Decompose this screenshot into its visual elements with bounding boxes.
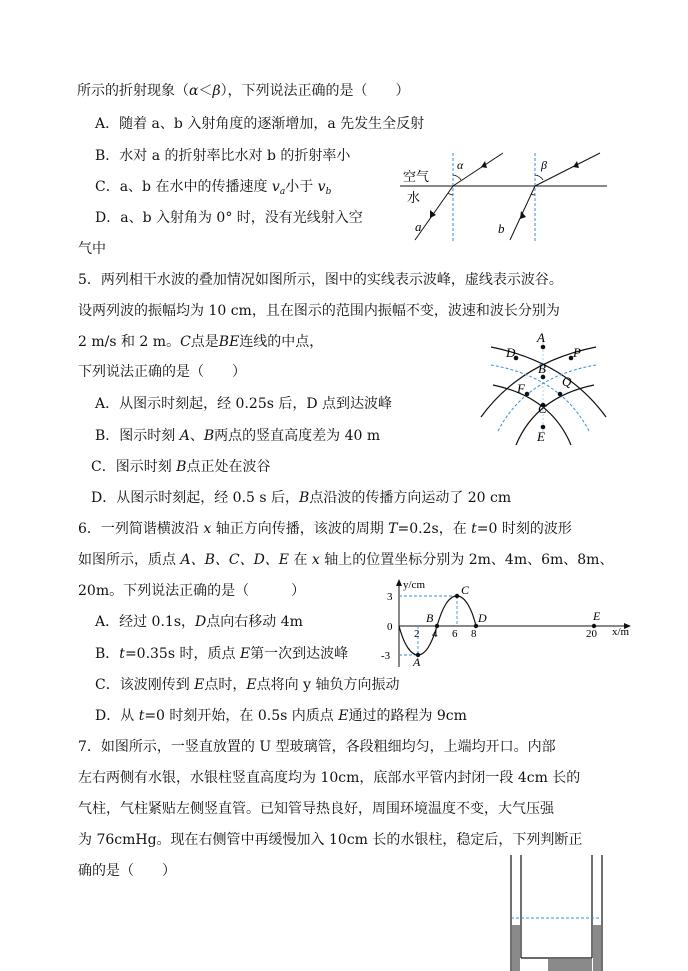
label-C: C bbox=[461, 583, 470, 597]
q5-b-B: B bbox=[203, 428, 215, 444]
tick-yn3: -3 bbox=[381, 650, 391, 662]
label-air: 空气 bbox=[403, 169, 430, 184]
q6-b-post: 第一次到达波峰 bbox=[250, 646, 349, 662]
alpha-symbol: α bbox=[189, 83, 199, 99]
point-F bbox=[525, 392, 530, 397]
q5-line-1: 5．两列相干水波的叠加情况如图所示，图中的实线表示波峰，虚线表示波谷。 bbox=[78, 272, 563, 288]
tick-x8: 8 bbox=[471, 628, 477, 640]
q5-option-d bbox=[91, 488, 511, 508]
label-ray-b: b bbox=[498, 221, 505, 236]
q5-c-post: 点正处在波谷 bbox=[186, 459, 271, 475]
mercury-right bbox=[593, 925, 601, 971]
q4-option-d-cont: 气中 bbox=[78, 241, 106, 257]
tick-x4: 4 bbox=[432, 628, 438, 640]
q6-line-2 bbox=[78, 550, 613, 570]
q6-l2-pre: 如图所示，质点 bbox=[78, 552, 181, 568]
label-C: C bbox=[538, 401, 547, 416]
less-than: ＜ bbox=[198, 83, 213, 99]
q7-line-1: 7．如图所示，一竖直放置的 U 型玻璃管，各段粗细均匀，上端均开口。内部 bbox=[78, 739, 556, 755]
mercury-left bbox=[512, 925, 520, 971]
q6-a-post: 点向右移动 4m bbox=[206, 614, 303, 630]
label-B: B bbox=[426, 611, 434, 625]
q6-c-E2: E bbox=[246, 677, 257, 693]
mercury-bottom bbox=[548, 959, 592, 971]
q6-l2-x: x bbox=[311, 552, 320, 568]
q6-option-d bbox=[95, 706, 467, 726]
label-F: F bbox=[517, 381, 525, 396]
q5-l3-post: 连线的中点， bbox=[239, 334, 324, 350]
q4-c-text: C．a、b 在水中的传播速度 bbox=[95, 179, 272, 195]
x-axis-label: x/m bbox=[612, 626, 630, 638]
q4-option-a: A．随着 a、b 入射角度的逐渐增加，a 先发生全反射 bbox=[95, 116, 425, 132]
q6-option-a bbox=[95, 612, 303, 632]
label-P: P bbox=[573, 345, 581, 360]
q6-d-t: t bbox=[138, 708, 145, 724]
trough-left bbox=[498, 365, 596, 431]
q5-option-a: A．从图示时刻起，经 0.25s 后，D 点到达波峰 bbox=[95, 396, 393, 412]
q6-d-pre: D．从 bbox=[95, 708, 139, 724]
q6-l1-mid2: =0.2s，在 bbox=[397, 521, 472, 537]
q5-l3-BE: BE bbox=[218, 334, 240, 350]
tick-y3: 3 bbox=[387, 591, 393, 603]
label-B: B bbox=[538, 361, 546, 376]
q6-d-mid: =0 时刻开始，在 0.5s 内质点 bbox=[144, 708, 339, 724]
q7-line-2: 左右两侧有水银，水银柱竖直高度均为 10cm，底部水平管内封闭一段 4cm 长的 bbox=[78, 770, 581, 786]
q4-c-mid: 小于 bbox=[285, 179, 318, 195]
label-beta: β bbox=[541, 158, 547, 172]
q6-option-c bbox=[95, 675, 399, 695]
y-axis-arrow bbox=[396, 579, 402, 586]
q5-l3-pre: 2 m/s 和 2 m。 bbox=[78, 334, 181, 350]
q5-line-2: 设两列波的振幅均为 10 cm，且在图示的范围内振幅不变，波速和波长分别为 bbox=[78, 303, 560, 319]
q6-b-t: t bbox=[119, 646, 125, 662]
q6-c-pre: C．该波刚传到 bbox=[95, 677, 195, 693]
q6-a-D: D bbox=[195, 614, 207, 630]
intro-line bbox=[77, 81, 410, 101]
angle-arc-alpha bbox=[453, 175, 461, 180]
q5-l3-mid: 点是 bbox=[190, 334, 219, 350]
q5-c-B: B bbox=[176, 459, 187, 475]
q6-b-pre: B． bbox=[95, 646, 120, 662]
q5-line-4: 下列说法正确的是（ ） bbox=[78, 364, 246, 380]
q5-b-mid: 、 bbox=[189, 428, 204, 444]
q6-d-E: E bbox=[338, 708, 349, 724]
q5-option-b bbox=[95, 426, 380, 446]
q6-b-mid: =0.35s 时，质点 bbox=[124, 646, 240, 662]
label-water: 水 bbox=[407, 190, 421, 205]
label-A: A bbox=[413, 655, 421, 669]
q6-c-E: E bbox=[194, 677, 205, 693]
q6-b-E: E bbox=[239, 646, 251, 662]
y-axis-label: y/cm bbox=[403, 579, 425, 591]
angle-arc-beta bbox=[535, 175, 543, 180]
q7-line-5: 确的是（ ） bbox=[78, 863, 176, 879]
q5-c-pre: C．图示时刻 bbox=[91, 459, 177, 475]
q6-l1-post: =0 时刻的波形 bbox=[476, 521, 572, 537]
q4-va-sub: a bbox=[279, 187, 286, 197]
q7-line-4: 为 76cmHg。现在右侧管中再缓慢加入 10cm 长的水银柱，稳定后，下列判断正 bbox=[78, 832, 583, 848]
q5-l3-C: C bbox=[180, 334, 191, 350]
q6-l1-T: T bbox=[388, 521, 398, 537]
point-Q bbox=[558, 392, 563, 397]
q5-d-pre: D．从图示时刻起，经 0.5 s 后， bbox=[91, 490, 300, 506]
q6-line-3: 20m。下列说法正确的是（ ） bbox=[78, 583, 306, 599]
q6-c-post: 点将向 y 轴负方向振动 bbox=[256, 677, 400, 693]
q4-vb: v bbox=[317, 179, 326, 195]
q6-l2-post: 轴上的位置坐标分别为 2m、4m、6m、8m、 bbox=[319, 552, 614, 568]
q5-line-3 bbox=[78, 332, 323, 352]
q5-b-post: 两点的竖直高度差为 40 m bbox=[214, 428, 381, 444]
q6-l1-pre: 6．一列简谐横波沿 bbox=[78, 521, 204, 537]
q6-l1-x: x bbox=[203, 521, 212, 537]
q4-option-d: D．a、b 入射角为 0° 时，没有光线射入空 bbox=[95, 210, 363, 226]
q6-l1-t: t bbox=[471, 521, 477, 537]
q5-b-pre: B．图示时刻 bbox=[95, 428, 180, 444]
q4-option-b: B．水对 a 的折射率比水对 b 的折射率小 bbox=[95, 148, 351, 164]
q7-line-3: 气柱，气柱紧贴左侧竖直管。已知管导热良好，周围环境温度不变，大气压强 bbox=[78, 801, 554, 817]
tick-y0: 0 bbox=[387, 621, 393, 633]
angle-arc-a-water bbox=[448, 193, 453, 195]
q6-line-1 bbox=[78, 519, 572, 539]
tick-x6: 6 bbox=[452, 628, 458, 640]
q5-option-c bbox=[91, 457, 270, 477]
beta-symbol: β bbox=[212, 83, 221, 99]
tick-x2: 2 bbox=[414, 628, 420, 640]
q4-option-c bbox=[95, 177, 331, 202]
interference-diagram bbox=[476, 327, 611, 447]
label-D: D bbox=[506, 345, 516, 360]
q6-c-mid: 点时， bbox=[204, 677, 247, 693]
point-A bbox=[541, 345, 546, 350]
intro-text-end: ），下列说法正确的是（ ） bbox=[220, 83, 410, 99]
q6-l2-mid: 在 bbox=[289, 552, 312, 568]
q5-d-B: B bbox=[299, 490, 310, 506]
refraction-diagram bbox=[395, 145, 610, 245]
label-ray-a: a bbox=[415, 219, 422, 234]
label-alpha: α bbox=[457, 158, 464, 172]
q6-l2-points: A、B、C、D、E bbox=[180, 552, 290, 568]
waveform-graph bbox=[380, 577, 636, 669]
q6-d-post: 通过的路程为 9cm bbox=[348, 708, 467, 724]
label-D: D bbox=[478, 611, 487, 625]
q6-a-pre: A．经过 0.1s， bbox=[95, 614, 196, 630]
q4-vb-sub: b bbox=[325, 187, 332, 197]
q5-b-A: A bbox=[179, 428, 190, 444]
label-A: A bbox=[537, 330, 545, 345]
q6-option-b bbox=[95, 644, 348, 664]
q4-va: v bbox=[271, 179, 280, 195]
u-tube-diagram bbox=[508, 855, 608, 971]
point-C bbox=[455, 594, 459, 598]
tick-x20: 20 bbox=[586, 628, 597, 640]
q5-d-post: 点沿波的传播方向运动了 20 cm bbox=[309, 490, 512, 506]
label-Q: Q bbox=[562, 374, 572, 389]
label-E: E bbox=[537, 429, 545, 444]
angle-arc-b-water bbox=[531, 194, 535, 195]
intro-text: 所示的折射现象（ bbox=[77, 83, 189, 99]
q6-l1-mid: 轴正方向传播，该波的周期 bbox=[211, 521, 389, 537]
label-E: E bbox=[593, 609, 601, 623]
